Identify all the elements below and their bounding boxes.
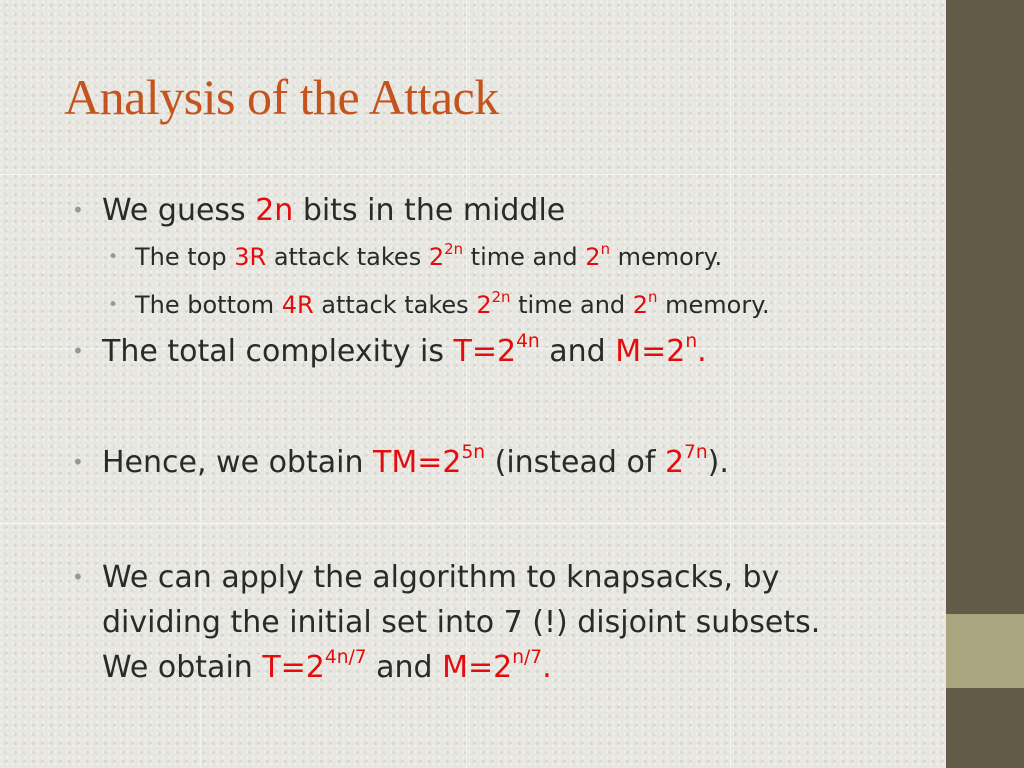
text-line: We can apply the algorithm to knapsacks, by xyxy=(102,560,780,595)
subbullet-bottom-attack xyxy=(72,281,932,329)
text: attack takes xyxy=(266,243,429,271)
text: The total complexity is xyxy=(102,334,454,369)
highlight: M=2 xyxy=(615,334,686,369)
highlight: 2 xyxy=(664,445,685,480)
bullet-hence xyxy=(72,440,932,485)
text: ). xyxy=(707,445,729,480)
text: time and xyxy=(510,291,633,319)
text: memory. xyxy=(657,291,770,319)
exponent: n/7 xyxy=(512,647,543,669)
highlight: 3R xyxy=(234,243,267,271)
exponent: 4n xyxy=(516,331,540,353)
bullet-dot: • xyxy=(72,450,84,474)
highlight: T=2 xyxy=(262,650,325,685)
highlight: 2n xyxy=(255,193,294,228)
bullet-total-complexity xyxy=(72,329,932,374)
subbullet-top-attack xyxy=(72,233,932,281)
text: The bottom xyxy=(135,291,282,319)
exponent: n xyxy=(685,331,698,353)
text: (instead of xyxy=(485,445,665,480)
texture-line xyxy=(0,174,946,175)
exponent: n xyxy=(600,239,611,258)
highlight: 2 xyxy=(632,291,649,319)
exponent: 2n xyxy=(444,239,464,258)
bullet-knapsacks xyxy=(72,555,932,690)
text-line xyxy=(102,645,932,690)
text: Hence, we obtain xyxy=(102,445,374,480)
text: We guess xyxy=(102,193,256,228)
exponent: n xyxy=(648,287,658,306)
highlight: 2 xyxy=(428,243,445,271)
sidebar-accent xyxy=(946,614,1024,688)
highlight: 2 xyxy=(585,243,601,271)
text: attack takes xyxy=(313,291,477,319)
text: and xyxy=(539,334,616,369)
text: memory. xyxy=(610,243,723,271)
bullet-dot: • xyxy=(72,339,84,363)
highlight: 2 xyxy=(476,291,492,319)
highlight: . xyxy=(542,650,552,685)
highlight: T=2 xyxy=(453,334,517,369)
exponent: 4n/7 xyxy=(324,647,367,669)
text: The top xyxy=(135,243,235,271)
exponent: 5n xyxy=(461,442,486,464)
highlight: 4R xyxy=(281,291,314,319)
bullet-dot: • xyxy=(108,295,119,315)
highlight: . xyxy=(697,334,707,369)
bullet-dot: • xyxy=(72,565,84,589)
text: time and xyxy=(463,243,586,271)
highlight: TM=2 xyxy=(373,445,462,480)
bullet-dot: • xyxy=(72,198,84,222)
spacer xyxy=(72,485,932,555)
text: We obtain xyxy=(102,650,263,685)
exponent: 2n xyxy=(491,287,511,306)
exponent: 7n xyxy=(684,442,708,464)
bullet-guess xyxy=(72,188,932,233)
highlight: M=2 xyxy=(442,650,513,685)
spacer xyxy=(72,374,932,440)
text: bits in the middle xyxy=(293,193,566,228)
text-line: dividing the initial set into 7 (!) disjoint subsets. xyxy=(102,605,821,640)
bullet-dot: • xyxy=(108,247,119,267)
slide-content xyxy=(72,188,932,690)
slide-title: Analysis of the Attack xyxy=(64,69,499,125)
text: and xyxy=(366,650,443,685)
